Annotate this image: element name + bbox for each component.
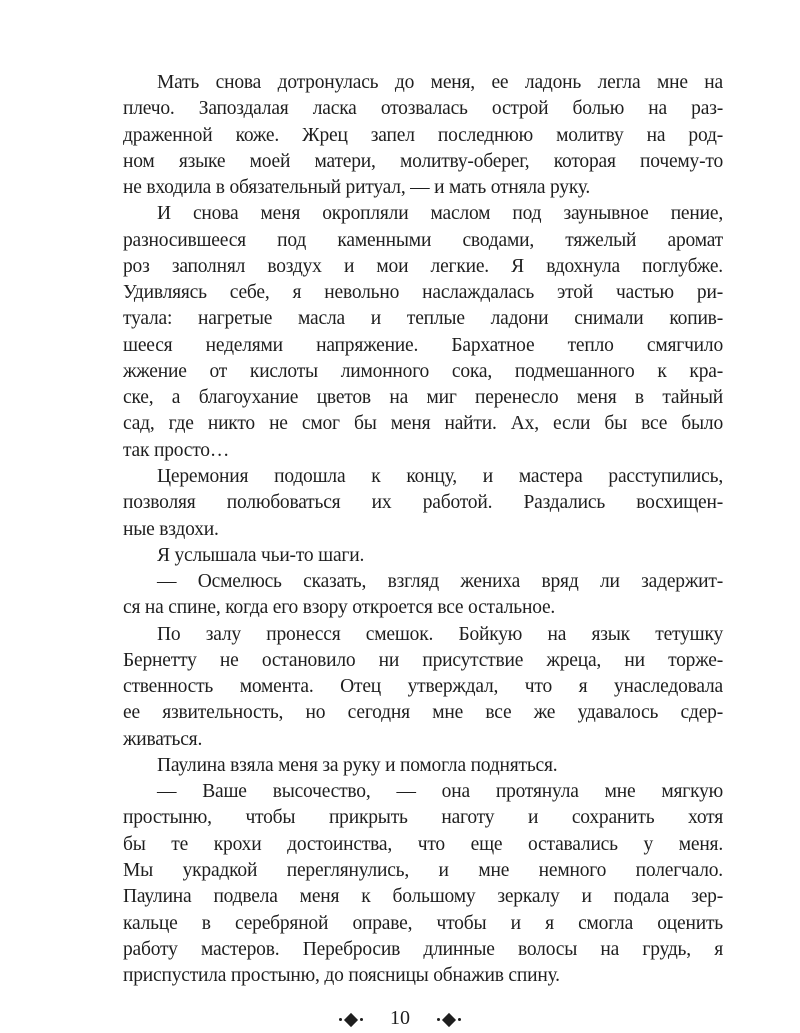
page-number: 10 (390, 1007, 410, 1030)
text-line: плечо. Запоздалая ласка отозвалась острой болью на раз- (123, 98, 723, 120)
paragraph (123, 464, 723, 543)
text-line: туала: нагретые масла и теплые ладони снимали копив- (123, 308, 723, 330)
text-line: — Ваше высочество, — она протянула мне мягкую (157, 781, 723, 803)
text-line: простыню, чтобы прикрыть наготу и сохранить хотя (123, 807, 723, 829)
diamond-ornament-icon (335, 1015, 367, 1025)
text-line: шееся неделями напряжение. Бархатное тепло смягчило (123, 334, 723, 356)
paragraph (123, 622, 723, 753)
text-line: работу мастеров. Перебросив длинные волосы на грудь, я (123, 938, 723, 960)
paragraph (123, 569, 723, 622)
text-line: Церемония подошла к концу, и мастера расступились, (157, 465, 723, 487)
paragraph (123, 779, 723, 989)
text-line: Я услышала чьи-то шаги. (157, 544, 365, 566)
text-line: приспустила простыню, до поясницы обнажив спину. (123, 965, 560, 987)
paragraph (123, 201, 723, 464)
text-line: ном языке моей матери, молитву-оберег, которая почему-то (123, 150, 723, 172)
text-line: роз заполнял воздух и мои легкие. Я вдохнула поглубже. (123, 255, 723, 277)
paragraph (123, 753, 723, 779)
text-line: Паулина подвела меня к большому зеркалу и подала зер- (123, 886, 723, 908)
text-line: позволяя полюбоваться их работой. Раздались восхищен- (123, 492, 723, 514)
page-body (123, 70, 723, 989)
text-line: ные вздохи. (123, 518, 219, 540)
text-line: Мать снова дотронулась до меня, ее ладонь легла мне на (157, 72, 723, 93)
text-line: По залу пронесся смешок. Бойкую на язык тетушку (157, 623, 723, 645)
text-line: так просто… (123, 439, 230, 461)
text-line: Удивляясь себе, я невольно наслаждалась этой частью ри- (123, 282, 723, 304)
text-line: не входила в обязательный ритуал, — и мать отняла руку. (123, 177, 591, 199)
text-line: ся на спине, когда его взору откроется все остальное. (123, 597, 556, 619)
text-line: жжение от кислоты лимонного сока, подмешанного к кра- (123, 360, 723, 382)
text-line: — Осмелюсь сказать, взгляд жениха вряд ли задержит- (157, 571, 723, 593)
text-line: живаться. (123, 728, 203, 750)
text-line: ственность момента. Отец утверждал, что я унаследовала (123, 676, 723, 698)
diamond-ornament-icon (433, 1015, 465, 1025)
text-line: ске, а благоухание цветов на миг перенесло меня в тайный (123, 387, 723, 409)
text-line: сад, где никто не смог бы меня найти. Ах, если бы все было (123, 413, 723, 435)
text-line: Мы украдкой переглянулись, и мне немного полегчало. (123, 859, 723, 881)
paragraph (123, 543, 723, 569)
text-line: кальце в серебряной оправе, чтобы и я смогла оценить (123, 912, 723, 934)
text-line: бы те крохи достоинства, что еще оставались у меня. (123, 833, 723, 855)
text-line: ее язвительность, но сегодня мне все же удавалось сдер- (123, 702, 723, 724)
page-footer (0, 1003, 800, 1033)
text-line: разносившееся под каменными сводами, тяжелый аромат (123, 229, 723, 251)
paragraph (123, 70, 723, 201)
page-wrapper (123, 70, 723, 1033)
text-line: Паулина взяла меня за руку и помогла подняться. (157, 754, 558, 776)
text-line: драженной коже. Жрец запел последнюю молитву на род- (123, 124, 723, 146)
text-line: И снова меня окропляли маслом под заунывное пение, (157, 203, 723, 225)
text-line: Бернетту не остановило ни присутствие жреца, ни торже- (123, 649, 723, 671)
